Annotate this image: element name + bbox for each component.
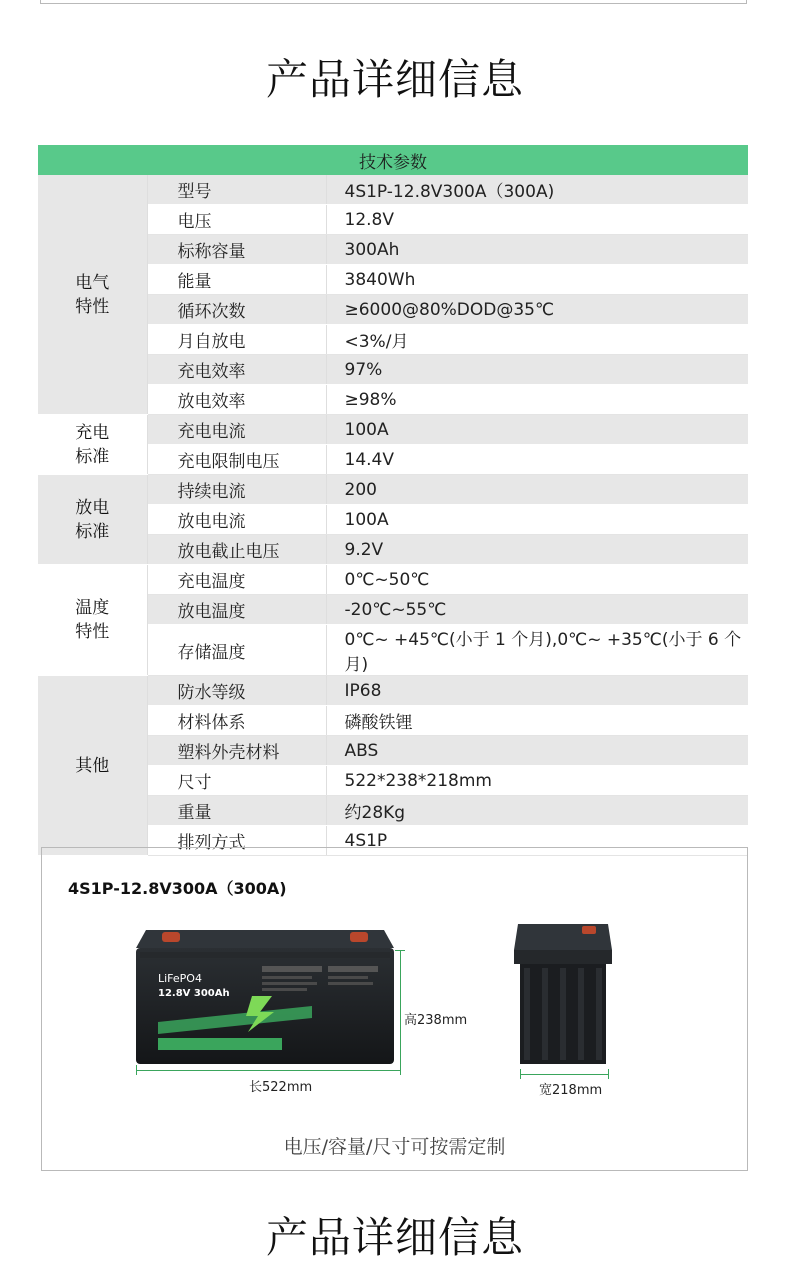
spec-value: 0℃~ +45℃(小于 1 个月),0℃~ +35℃(小于 6 个月) (326, 625, 748, 676)
spec-category-line: 标准 (75, 521, 110, 542)
spec-name: 循环次数 (147, 295, 326, 325)
spec-name: 排列方式 (147, 826, 326, 856)
spec-value: 9.2V (326, 535, 748, 565)
spec-name: 标称容量 (147, 235, 326, 265)
spec-name: 放电截止电压 (147, 535, 326, 565)
spec-name: 电压 (147, 205, 326, 235)
spec-category-line: 放电 (75, 497, 110, 518)
spec-value: <3%/月 (326, 325, 748, 355)
spec-name: 尺寸 (147, 766, 326, 796)
length-dimension-tick-left (136, 1065, 137, 1075)
spec-name: 塑料外壳材料 (147, 736, 326, 766)
battery-side-image (512, 920, 614, 1068)
spec-name: 持续电流 (147, 475, 326, 505)
length-label: 长522mm (249, 1080, 313, 1095)
spec-table (38, 145, 748, 856)
spec-name: 重量 (147, 796, 326, 826)
page-title: 产品详细信息 (265, 55, 524, 104)
length-dimension-tick-right (400, 1065, 401, 1075)
spec-category (38, 175, 147, 415)
spec-name: 型号 (147, 175, 326, 205)
spec-value: 14.4V (326, 445, 748, 475)
spec-category (38, 475, 147, 565)
spec-name: 放电温度 (147, 595, 326, 625)
spec-category-line: 其他 (75, 755, 110, 776)
spec-value: -20℃~55℃ (326, 595, 748, 625)
product-dimensions-panel (41, 847, 748, 1171)
spec-name: 充电温度 (147, 565, 326, 595)
spec-value: 4S1P-12.8V300A（300A) (326, 175, 748, 205)
spec-value: 97% (326, 355, 748, 385)
spec-value: ≥6000@80%DOD@35℃ (326, 295, 748, 325)
spec-header: 技术参数 (38, 145, 748, 175)
spec-value: 300Ah (326, 235, 748, 265)
spec-value: 0℃~50℃ (326, 565, 748, 595)
customization-note: 电压/容量/尺寸可按需定制 (283, 1136, 506, 1158)
spec-row (38, 676, 748, 706)
spec-value: 12.8V (326, 205, 748, 235)
width-dimension-line (520, 1074, 608, 1075)
spec-value: ≥98% (326, 385, 748, 415)
spec-name: 月自放电 (147, 325, 326, 355)
spec-value: 100A (326, 505, 748, 535)
spec-value: 磷酸铁锂 (326, 706, 748, 736)
spec-category-line: 电气 (75, 272, 110, 293)
spec-row (38, 175, 748, 205)
spec-category (38, 565, 147, 676)
battery-label-chemistry: LiFePO4 (158, 972, 202, 985)
spec-name: 防水等级 (147, 676, 326, 706)
spec-name: 存储温度 (147, 625, 326, 676)
height-dimension-tick-top (395, 950, 405, 951)
next-section-title: 产品详细信息 (265, 1213, 524, 1262)
spec-name: 能量 (147, 265, 326, 295)
spec-category-line: 温度 (75, 598, 110, 618)
spec-category (38, 676, 147, 856)
spec-row (38, 565, 748, 595)
length-dimension-line (136, 1070, 400, 1071)
spec-name: 放电电流 (147, 505, 326, 535)
height-dimension-line (400, 950, 401, 1066)
spec-row (38, 415, 748, 445)
spec-category-line: 特性 (75, 622, 110, 642)
spec-name: 充电效率 (147, 355, 326, 385)
spec-category-line: 特性 (75, 296, 110, 317)
battery-front-image (132, 926, 398, 1068)
spec-name: 充电限制电压 (147, 445, 326, 475)
product-model: 4S1P-12.8V300A（300A) (68, 879, 287, 898)
spec-name: 放电效率 (147, 385, 326, 415)
spec-value: ABS (326, 736, 748, 766)
spec-value: IP68 (326, 676, 748, 706)
spec-name: 充电电流 (147, 415, 326, 445)
width-dimension-tick-right (608, 1069, 609, 1079)
spec-category-line: 充电 (75, 422, 110, 443)
spec-row (38, 475, 748, 505)
previous-section-frame (40, 0, 747, 4)
spec-category-line: 标准 (75, 446, 110, 467)
spec-value: 3840Wh (326, 265, 748, 295)
battery-label-rating: 12.8V 300Ah (158, 988, 230, 999)
width-dimension-tick-left (520, 1069, 521, 1079)
spec-value: 4S1P (326, 826, 748, 856)
height-label: 高238mm (404, 1013, 468, 1028)
width-label: 宽218mm (539, 1083, 603, 1098)
spec-value: 200 (326, 475, 748, 505)
spec-value: 100A (326, 415, 748, 445)
spec-value: 约28Kg (326, 796, 748, 826)
spec-category (38, 415, 147, 475)
spec-name: 材料体系 (147, 706, 326, 736)
spec-value: 522*238*218mm (326, 766, 748, 796)
